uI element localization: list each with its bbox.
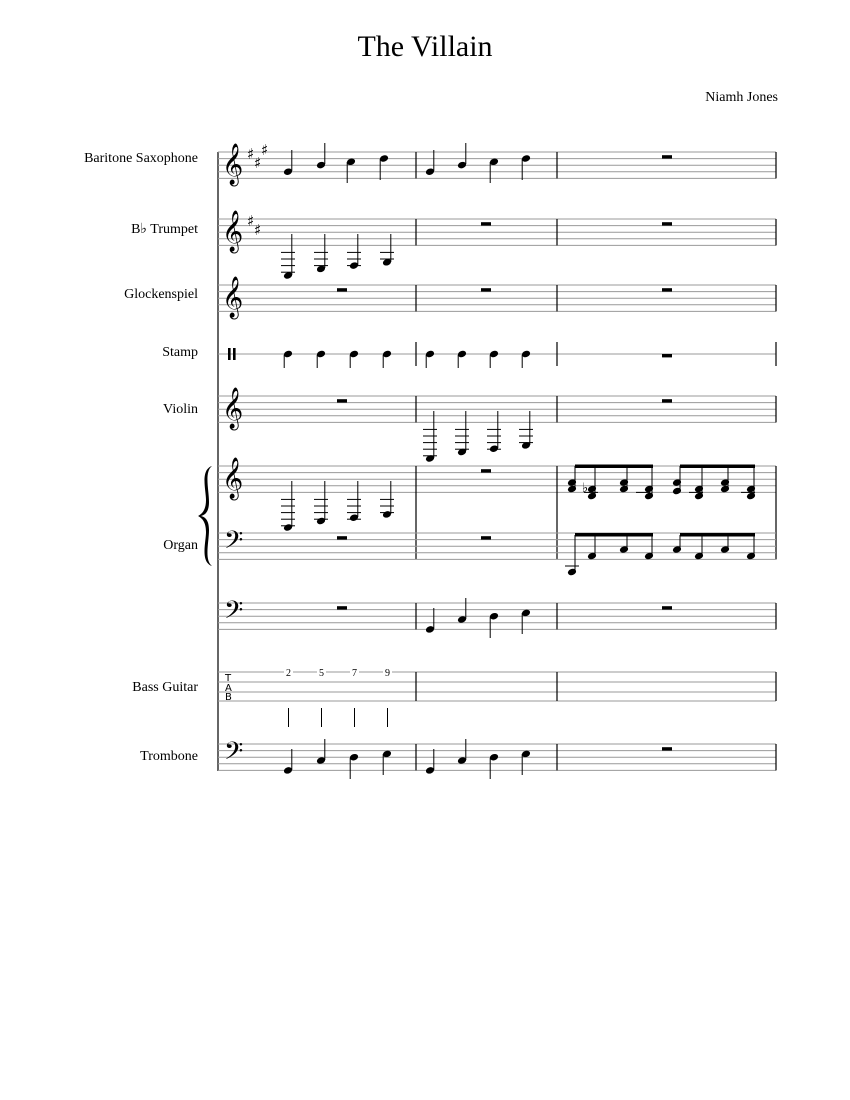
staff-bass-guitar-tab bbox=[218, 667, 776, 727]
sharp-icon: ♯ bbox=[261, 141, 269, 159]
instrument-label-stamp: Stamp bbox=[162, 345, 198, 360]
whole-rest bbox=[481, 469, 491, 472]
staff-organ-bass bbox=[218, 526, 776, 576]
treble-clef-icon: 𝄞 bbox=[222, 458, 244, 499]
sharp-icon: ♯ bbox=[247, 145, 255, 163]
staff-organ-pedal bbox=[218, 596, 776, 638]
organ-brace-icon bbox=[198, 466, 212, 566]
staff-violin bbox=[218, 387, 776, 463]
whole-rest bbox=[337, 288, 347, 291]
instrument-label-baritone-saxophone: Baritone Saxophone bbox=[84, 151, 198, 166]
flat-icon: ♭ bbox=[582, 481, 589, 496]
sharp-icon: ♯ bbox=[254, 154, 262, 172]
instrument-label-violin: Violin bbox=[163, 402, 198, 417]
whole-rest bbox=[662, 155, 672, 158]
whole-rest bbox=[481, 288, 491, 291]
treble-clef-icon: 𝄞 bbox=[222, 144, 244, 185]
instrument-label-trombone: Trombone bbox=[140, 749, 198, 764]
composer-name: Niamh Jones bbox=[705, 90, 778, 105]
whole-rest bbox=[662, 606, 672, 609]
instrument-label-trumpet: B♭ Trumpet bbox=[131, 222, 198, 237]
whole-rest bbox=[481, 536, 491, 539]
staff-trumpet bbox=[218, 210, 776, 280]
whole-rest bbox=[662, 222, 672, 225]
whole-rest bbox=[481, 222, 491, 225]
staff-baritone-saxophone bbox=[218, 141, 776, 186]
instrument-label-organ: Organ bbox=[163, 538, 198, 553]
sharp-icon: ♯ bbox=[254, 221, 262, 239]
whole-rest bbox=[337, 536, 347, 539]
tab-clef-a: A bbox=[225, 683, 232, 694]
percussion-clef-icon bbox=[228, 348, 231, 360]
treble-clef-icon: 𝄞 bbox=[222, 388, 244, 429]
staff-glockenspiel bbox=[218, 276, 776, 319]
whole-rest bbox=[337, 606, 347, 609]
whole-rest bbox=[337, 399, 347, 402]
tab-clef-t: T bbox=[225, 673, 232, 684]
whole-rest bbox=[662, 747, 672, 750]
tab-fret: 7 bbox=[352, 668, 357, 679]
whole-rest bbox=[662, 354, 672, 357]
bass-clef-icon: 𝄢 bbox=[224, 596, 244, 631]
tab-fret: 9 bbox=[385, 668, 390, 679]
staff-stamp bbox=[218, 342, 776, 368]
whole-rest bbox=[662, 288, 672, 291]
treble-clef-icon: 𝄞 bbox=[222, 211, 244, 252]
tab-clef-b: B bbox=[225, 692, 232, 703]
whole-rest bbox=[662, 399, 672, 402]
staff-trombone bbox=[218, 737, 776, 779]
bass-clef-icon: 𝄢 bbox=[224, 526, 244, 561]
treble-clef-icon: 𝄞 bbox=[222, 277, 244, 318]
instrument-label-bass-guitar: Bass Guitar bbox=[132, 680, 198, 695]
tab-fret: 2 bbox=[286, 668, 291, 679]
bass-clef-icon: 𝄢 bbox=[224, 737, 244, 772]
sharp-icon: ♯ bbox=[247, 212, 255, 230]
tab-fret: 5 bbox=[319, 668, 324, 679]
staff-organ-treble bbox=[218, 457, 776, 559]
score-title: The Villain bbox=[357, 30, 493, 63]
instrument-label-glockenspiel: Glockenspiel bbox=[124, 287, 198, 302]
